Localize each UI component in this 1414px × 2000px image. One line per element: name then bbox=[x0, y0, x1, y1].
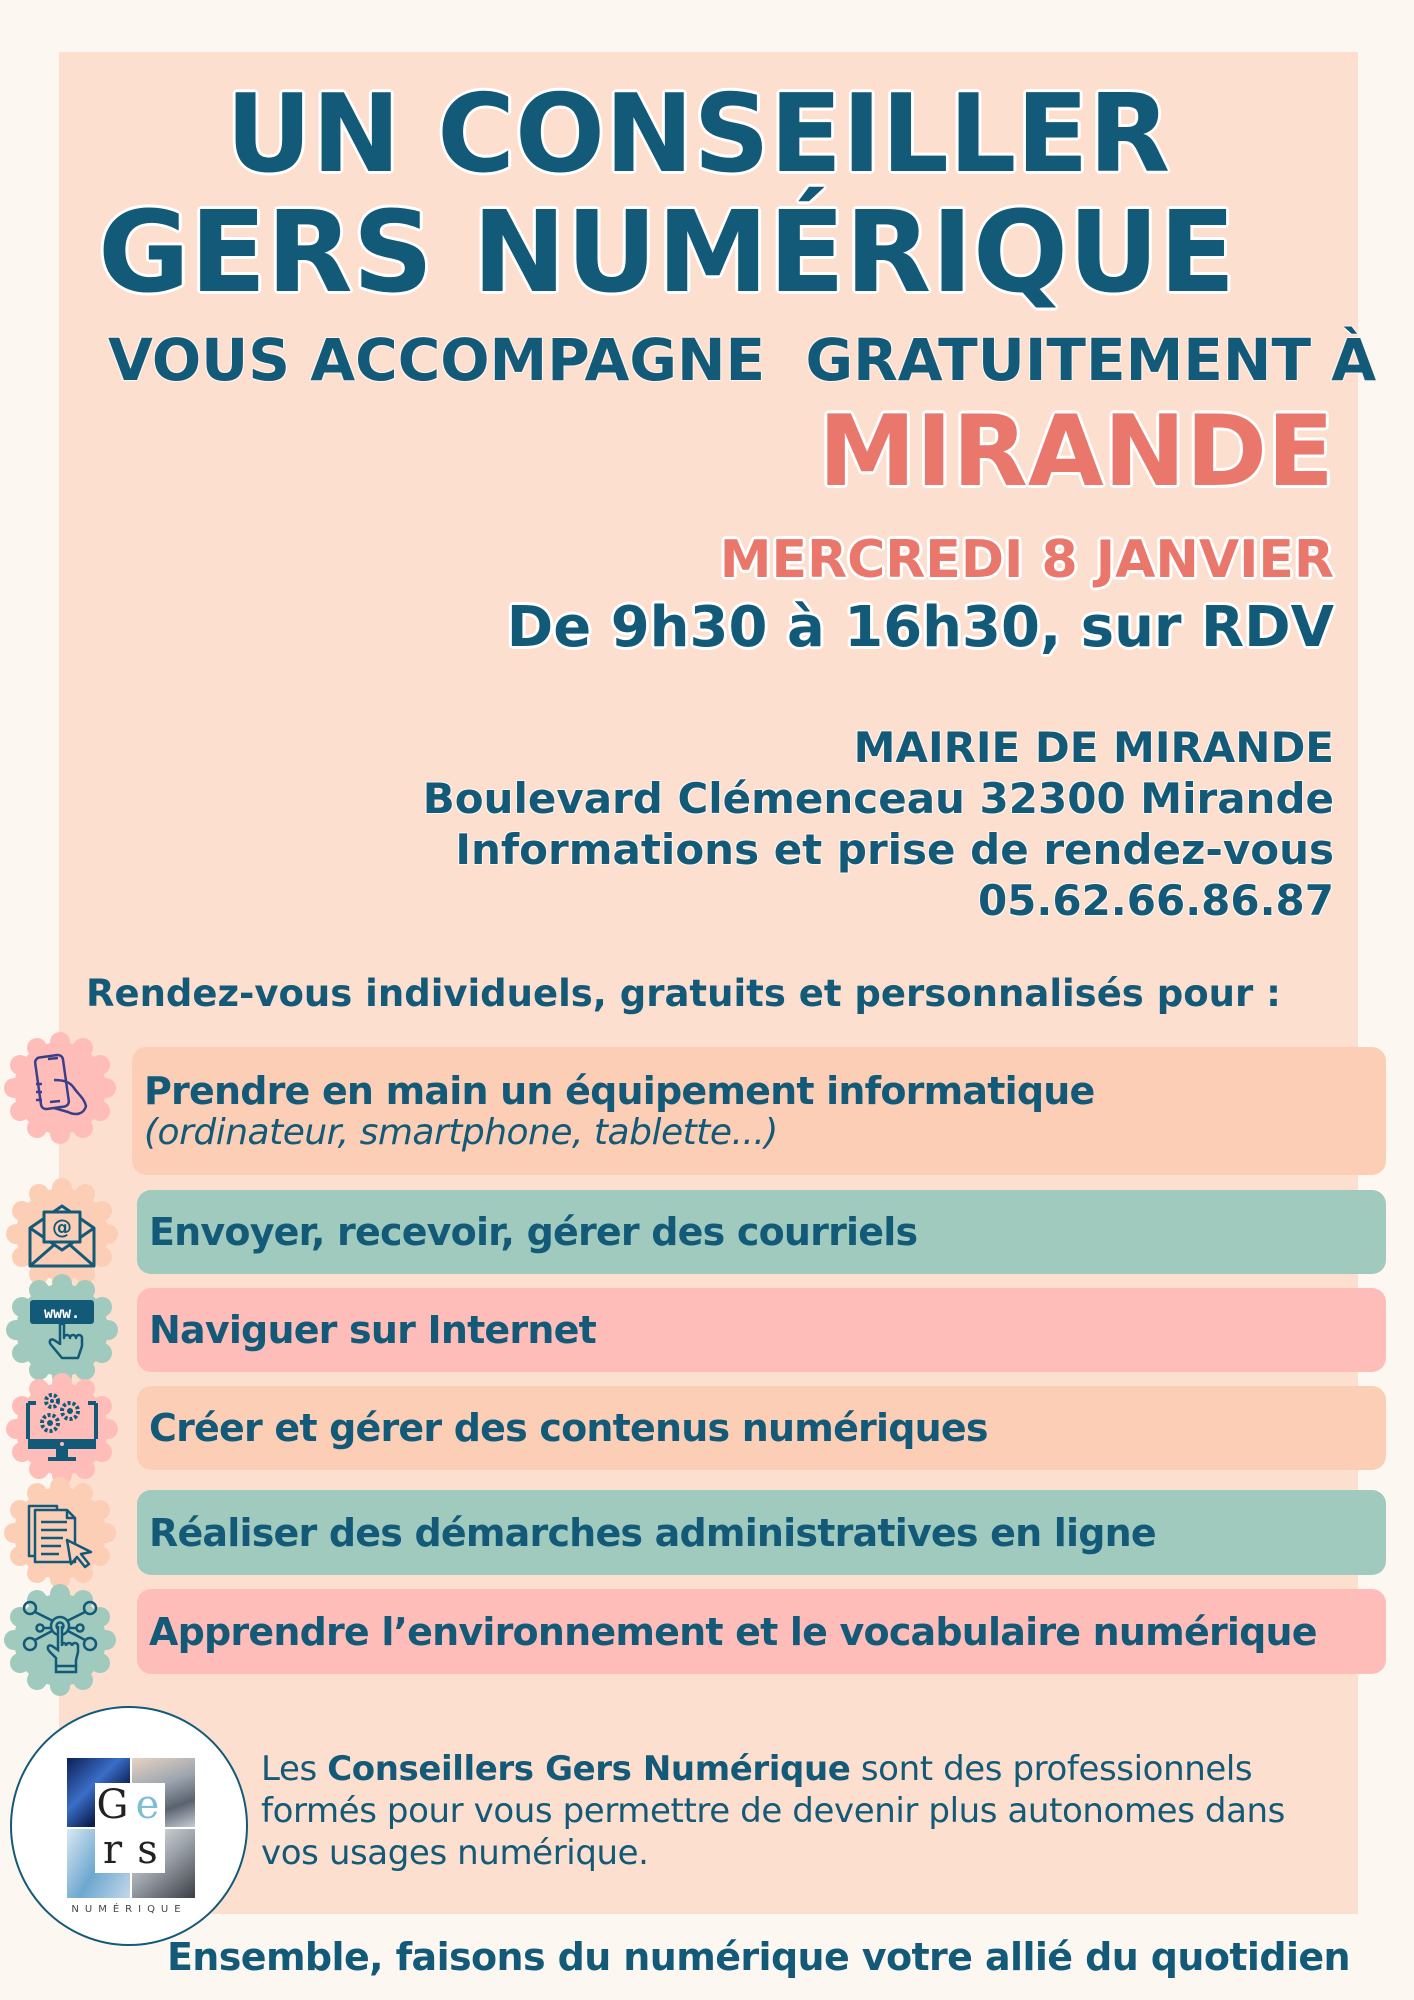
title-line-2: GERS NUMÉRIQUE bbox=[98, 188, 1236, 318]
smartphone-hand-icon bbox=[24, 1052, 96, 1124]
service-label: Naviguer sur Internet bbox=[149, 1308, 596, 1352]
service-label: Réaliser des démarches administratives en ligne bbox=[149, 1510, 1156, 1555]
service-item bbox=[132, 1047, 1386, 1175]
service-label: Prendre en main un équipement informatique bbox=[144, 1069, 1095, 1113]
logo-letter: s bbox=[137, 1827, 158, 1873]
gers-numerique-logo bbox=[10, 1706, 248, 1946]
service-label: Créer et gérer des contenus numériques bbox=[149, 1406, 988, 1450]
title-line-1: UN CONSEILLER bbox=[225, 72, 1171, 197]
about-suffix: sont des professionnels formés pour vous permettre de devenir plus autonomes dans vos usages numérique. bbox=[261, 1749, 1285, 1873]
footer-tagline: Ensemble, faisons du numérique votre allié du quotidien bbox=[166, 1935, 1350, 1979]
service-item bbox=[137, 1386, 1386, 1470]
logo-letter: G bbox=[96, 1782, 129, 1828]
service-item bbox=[137, 1490, 1386, 1575]
network-touch-icon bbox=[20, 1600, 100, 1680]
service-item bbox=[137, 1288, 1386, 1372]
badge-documents bbox=[4, 1477, 116, 1589]
venue-phone[interactable]: 05.62.66.86.87 bbox=[977, 876, 1334, 925]
service-item bbox=[137, 1589, 1386, 1674]
documents-cursor-icon bbox=[23, 1496, 97, 1570]
about-bold: Conseillers Gers Numérique bbox=[327, 1749, 851, 1789]
badge-smartphone bbox=[4, 1032, 116, 1144]
badge-network bbox=[4, 1584, 116, 1696]
venue-info-label: Informations et prise de rendez-vous bbox=[455, 825, 1334, 874]
about-prefix: Les bbox=[261, 1749, 328, 1789]
event-time: De 9h30 à 16h30, sur RDV bbox=[506, 595, 1334, 660]
subtitle: VOUS ACCOMPAGNE GRATUITEMENT À bbox=[108, 326, 1377, 394]
about-text bbox=[261, 1748, 1341, 1874]
service-sublabel: (ordinateur, smartphone, tablette...) bbox=[144, 1112, 778, 1153]
badge-monitor bbox=[6, 1373, 118, 1485]
email-envelope-icon bbox=[26, 1198, 98, 1270]
logo-caption: NUMÉRIQUE bbox=[71, 1904, 187, 1915]
event-date: MERCREDI 8 JANVIER bbox=[719, 530, 1334, 590]
city-name: MIRANDE bbox=[818, 395, 1334, 509]
badge-www bbox=[6, 1274, 118, 1386]
services-intro: Rendez-vous individuels, gratuits et personnalisés pour : bbox=[86, 972, 1281, 1015]
svg-text:@: @ bbox=[52, 1215, 72, 1239]
svg-text:www.: www. bbox=[43, 1304, 81, 1322]
venue-name: MAIRIE DE MIRANDE bbox=[853, 723, 1334, 772]
www-click-icon bbox=[26, 1294, 98, 1366]
logo-letters bbox=[95, 1783, 165, 1873]
service-label: Apprendre l’environnement et le vocabulaire numérique bbox=[149, 1609, 1317, 1654]
venue-block bbox=[423, 722, 1334, 926]
monitor-gears-icon bbox=[24, 1391, 100, 1467]
service-label: Envoyer, recevoir, gérer des courriels bbox=[149, 1210, 918, 1254]
logo-letter: e bbox=[135, 1782, 160, 1828]
venue-address: Boulevard Clémenceau 32300 Mirande bbox=[422, 774, 1334, 823]
service-item bbox=[137, 1190, 1386, 1274]
logo-letter: r bbox=[102, 1827, 123, 1873]
